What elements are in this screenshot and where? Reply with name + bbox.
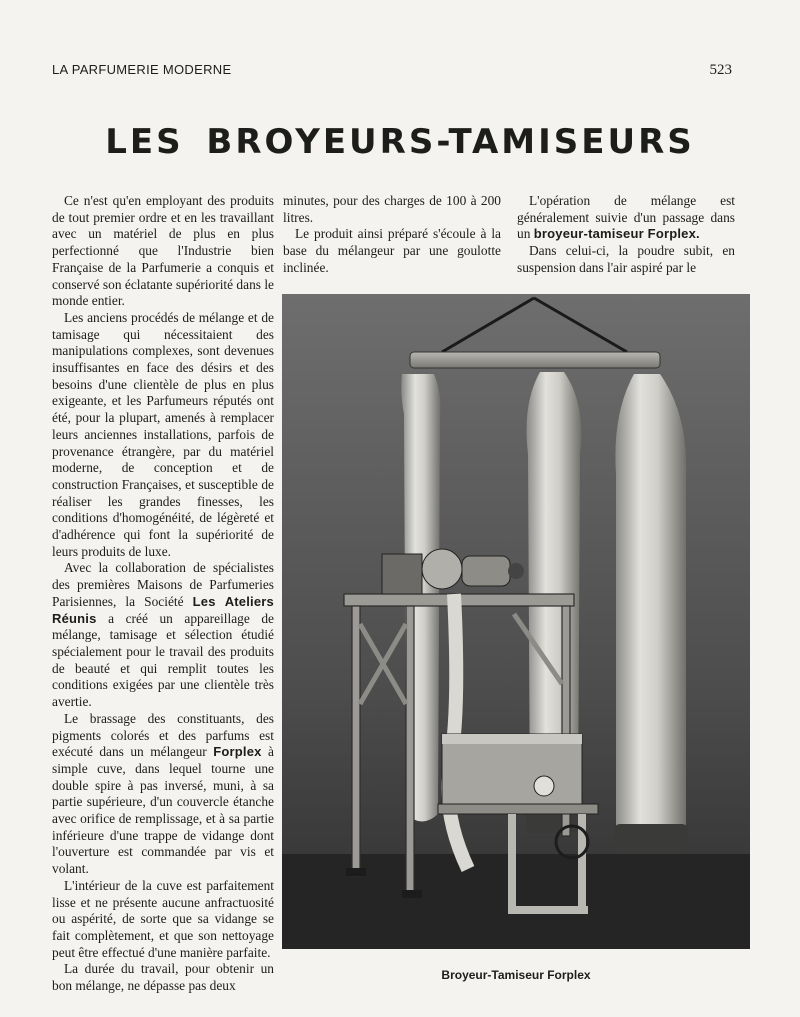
paragraph: Ce n'est qu'en employant des produits de tout premier ordre et en les travaillant avec un matériel de plus en plus perfectionné que l'Industrie bien Française de la Parfumerie a conquis et conservé son éclatante supériorité dans le monde entier. (52, 193, 274, 309)
manifold-pipe (410, 352, 660, 368)
product-name: broyeur-tamiseur Forplex. (533, 226, 700, 242)
brand-name: Forplex (213, 744, 262, 760)
paragraph: minutes, pour des charges de 100 à 200 litres. (283, 193, 501, 225)
column-2 (283, 193, 501, 277)
paragraph: Dans celui-ci, la poudre subit, en suspension dans l'air aspiré par le (517, 243, 735, 275)
running-head: LA PARFUMERIE MODERNE (52, 62, 232, 77)
paragraph: Le brassage des constituants, des pigments colorés et des parfums est exécuté dans un mélangeur Forplex à simple cuve, dans lequel tourne une double spire à pas inversé, muni, à sa partie supérieure, d'un couvercle étanche avec orifice de remplissage, et à sa partie inférieure d'une trappe de vidange dont l'ouverture est commandée par vis et volant. (52, 710, 274, 877)
paragraph: L'intérieur de la cuve est parfaitement lisse et ne présente aucune anfractuosité ou aspérité, de sorte que sa vidange se fait complètement, et que son nettoyage peut être effectué d'une manière parfaite. (52, 877, 274, 960)
column-1 (52, 193, 274, 995)
column-3 (517, 193, 735, 277)
company-name: Les Ateliers Réunis (52, 593, 274, 626)
paragraph: Les anciens procédés de mélange et de tamisage qui nécessitaient des manipulations complexes, sont devenues insuffisantes en face des désirs et des besoins d'une clientèle de plus en plus exigeante, et les Parfumeurs réputés ont été, pour la plupart, amenés à remplacer leurs anciennes installations, parfois de provenance étrangère, par du matériel moderne, de conception et de construction Françaises, et susceptible de réaliser les grandes finesses, les conditions d'homogénéité, de légèreté et d'adhérence qui font la supériorité de leurs produits de luxe. (52, 309, 274, 559)
page-number: 523 (709, 62, 732, 78)
machine-photo (282, 294, 750, 949)
article-title: LES BROYEURS-TAMISEURS (105, 122, 695, 162)
figure-caption: Broyeur-Tamiseur Forplex (441, 968, 591, 982)
paragraph: Avec la collaboration de spécialistes des premières Maisons de Parfumeries Parisiennes, la Société Les Ateliers Réunis a créé un appareillage de mélange, tamisage et sélection étudié spécialement pour le travail des produits de beauté et qui remplit toutes les conditions exigées par une clientèle très avertie. (52, 560, 274, 710)
paragraph: L'opération de mélange est généralement suivie d'un passage dans un broyeur-tamiseur Forplex. (517, 193, 735, 242)
paragraph: Le produit ainsi préparé s'écoule à la base du mélangeur par une goulotte inclinée. (283, 226, 501, 275)
paragraph: La durée du travail, pour obtenir un bon mélange, ne dépasse pas deux (52, 961, 274, 994)
